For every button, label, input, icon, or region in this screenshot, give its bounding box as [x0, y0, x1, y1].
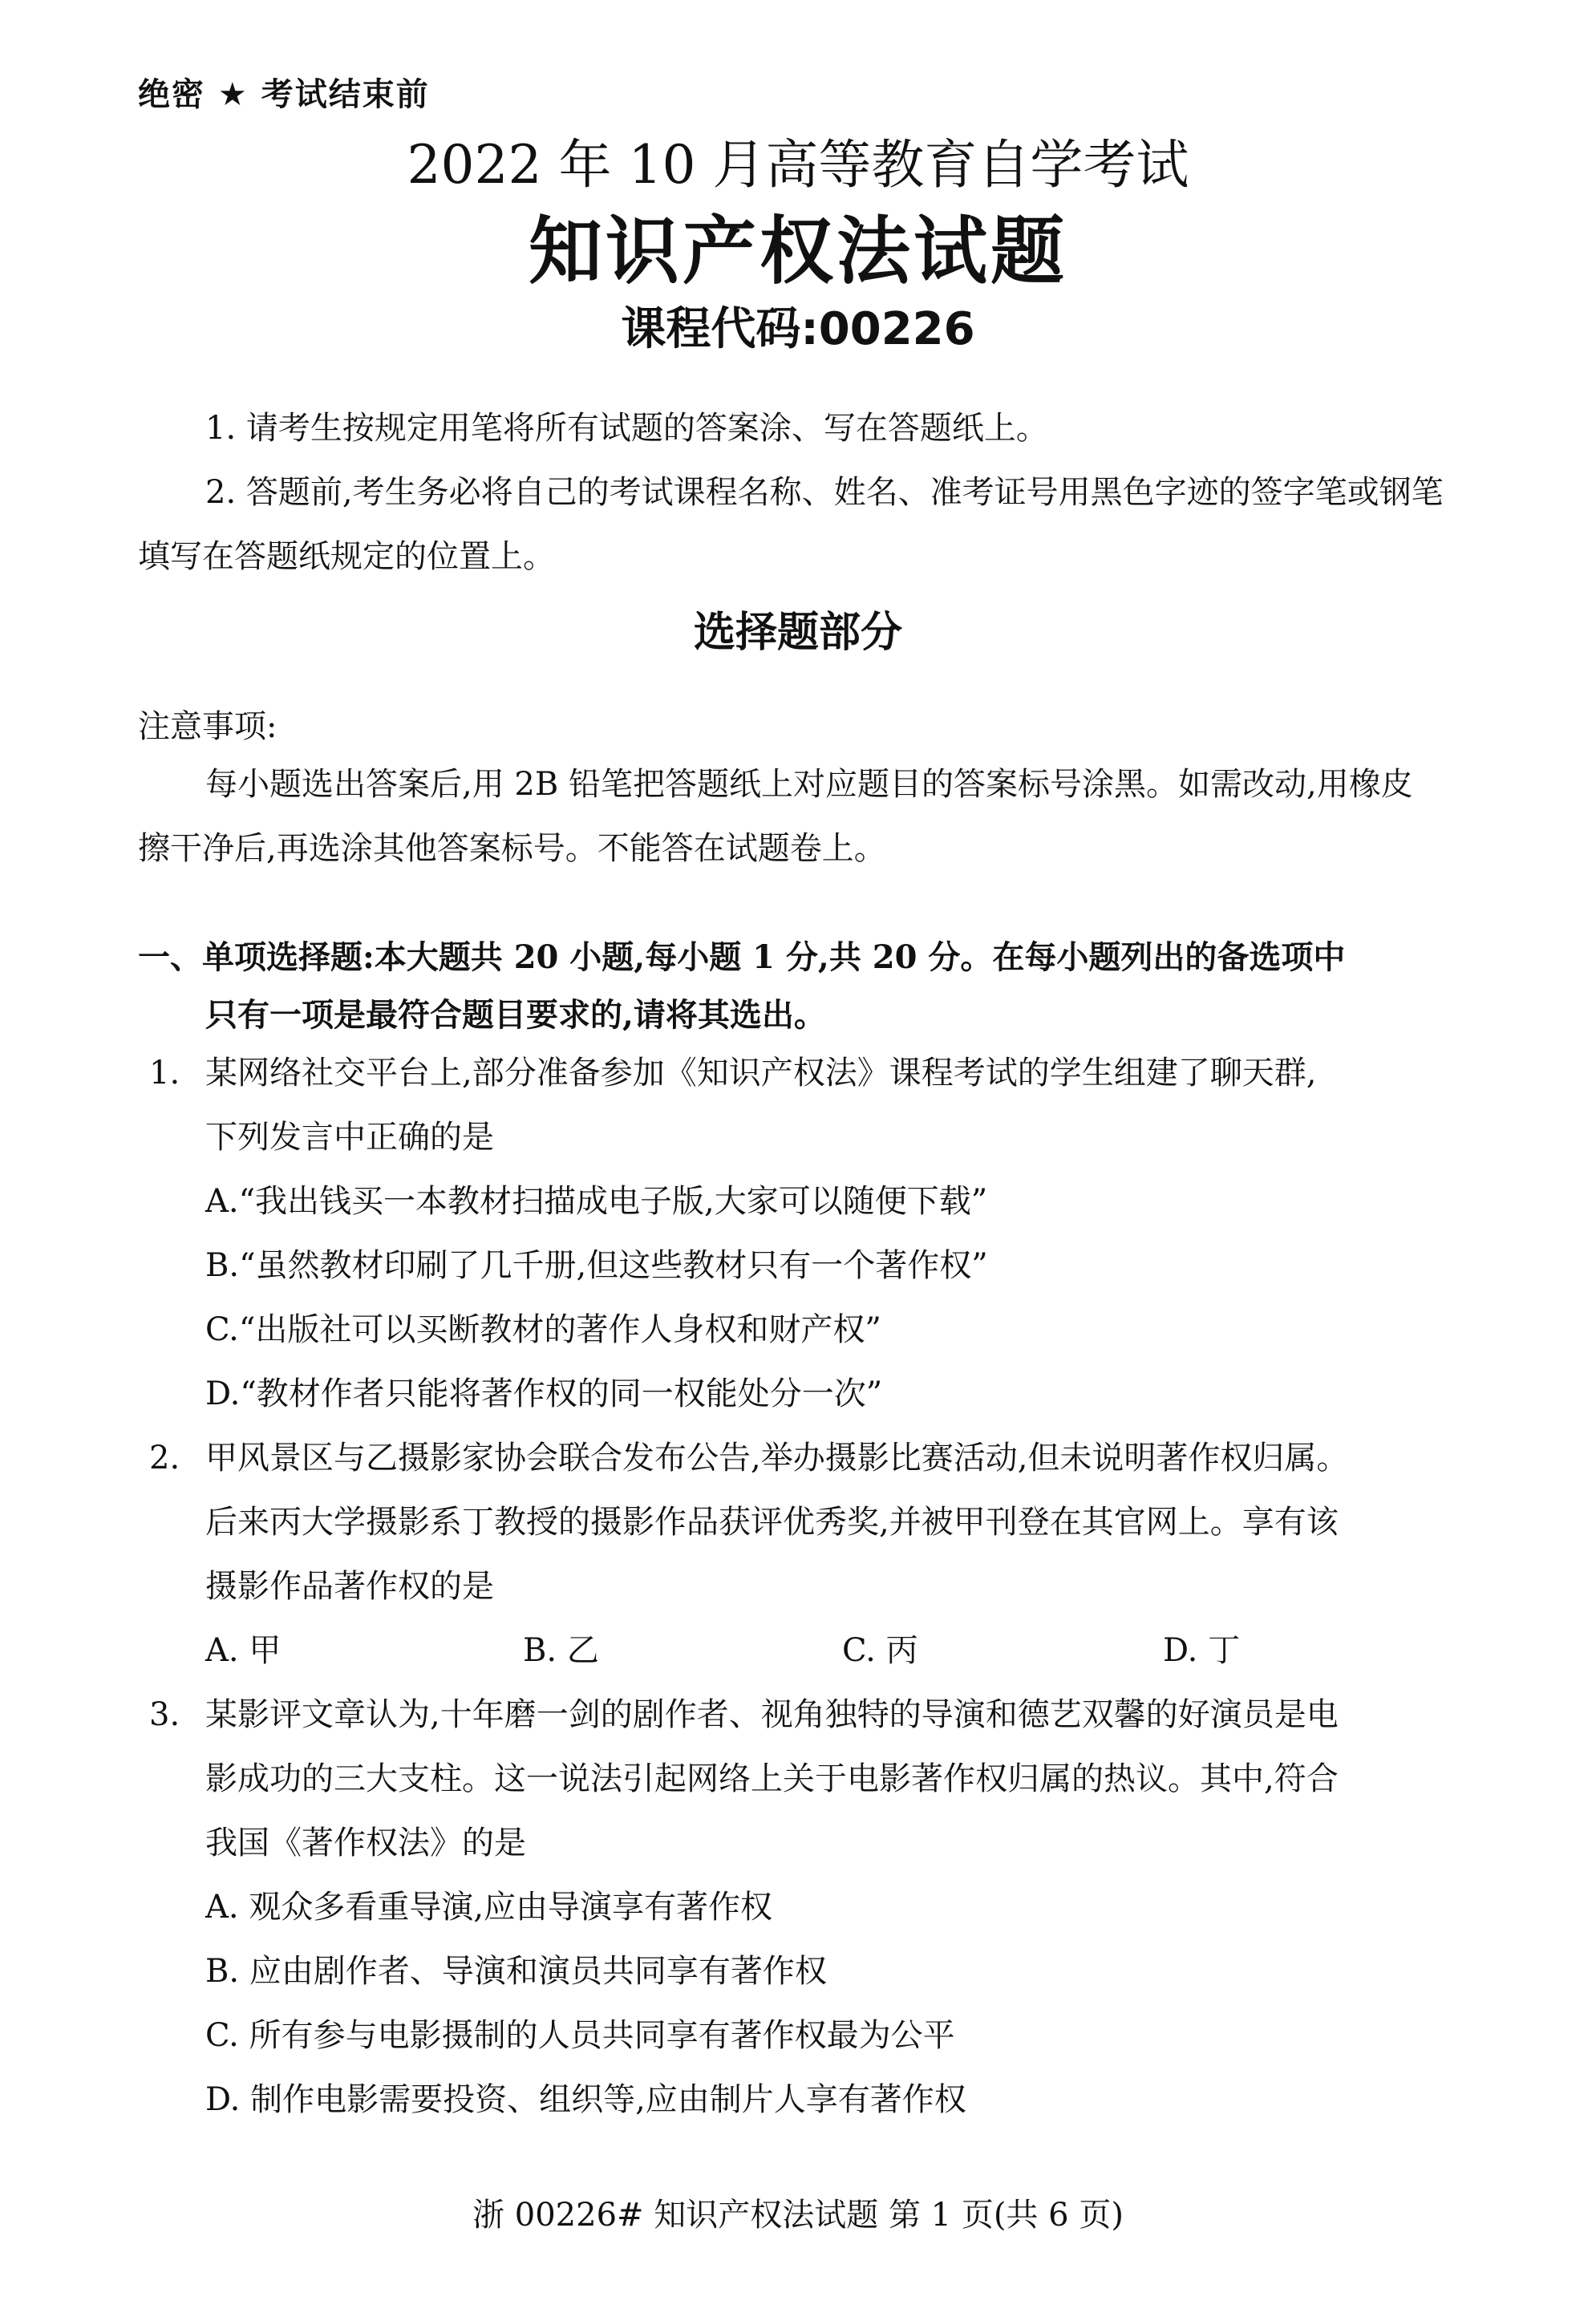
question-stem-line: 甲风景区与乙摄影家协会联合发布公告,举办摄影比赛活动,但未说明著作权归属。 [205, 1440, 1349, 1476]
question-stem-line: 影成功的三大支柱。这一说法引起网络上关于电影著作权归属的热议。其中,符合 [205, 1760, 1339, 1797]
notice-label: 注意事项: [138, 708, 277, 745]
question-stem-line: 某网络社交平台上,部分准备参加《知识产权法》课程考试的学生组建了聊天群, [205, 1055, 1317, 1092]
option-d: D. 丁 [1163, 1632, 1241, 1669]
option-d: D. 制作电影需要投资、组织等,应由制片人享有著作权 [205, 2081, 966, 2118]
question-stem-line: 我国《著作权法》的是 [205, 1825, 526, 1861]
question-stem-line: 某影评文章认为,十年磨一剑的剧作者、视角独特的导演和德艺双馨的好演员是电 [205, 1696, 1339, 1733]
notice-line-2: 擦干净后,再选涂其他答案标号。不能答在试题卷上。 [138, 830, 886, 867]
option-c: C. 所有参与电影摄制的人员共同享有著作权最为公平 [205, 2017, 955, 2054]
option-a: A. 甲 [205, 1632, 282, 1669]
option-b: B. 应由剧作者、导演和演员共同享有著作权 [205, 1953, 827, 1990]
part-one-heading: 一、单项选择题:本大题共 20 小题,每小题 1 分,共 20 分。在每小题列出的备选项中 [138, 938, 1346, 976]
question-number: 1. [149, 1055, 180, 1092]
page-footer: 浙 00226# 知识产权法试题 第 1 页(共 6 页) [472, 2197, 1124, 2234]
question-number: 3. [149, 1696, 180, 1733]
option-c: C. 丙 [842, 1632, 918, 1669]
question-stem-line: 下列发言中正确的是 [205, 1119, 494, 1156]
option-a: A. 观众多看重导演,应由导演享有著作权 [205, 1889, 773, 1926]
question-stem-line: 摄影作品著作权的是 [205, 1568, 494, 1605]
question-stem-line: 后来丙大学摄影系丁教授的摄影作品获评优秀奖,并被甲刊登在其官网上。享有该 [205, 1504, 1339, 1541]
option-c: C.“出版社可以买断教材的著作人身权和财产权” [205, 1311, 881, 1348]
secret-mark: 绝密 ★ 考试结束前 [138, 76, 430, 113]
course-code: 课程代码:00226 [621, 303, 975, 355]
option-b: B. 乙 [523, 1632, 599, 1669]
instruction-1: 1. 请考生按规定用笔将所有试题的答案涂、写在答题纸上。 [205, 410, 1048, 447]
option-d: D.“教材作者只能将著作权的同一权能处分一次” [205, 1375, 883, 1412]
notice-line-1: 每小题选出答案后,用 2B 铅笔把答题纸上对应题目的答案标号涂黑。如需改动,用橡皮 [205, 766, 1413, 803]
part-one-heading-continued: 只有一项是最符合题目要求的,请将其选出。 [205, 996, 826, 1034]
exam-title: 2022 年 10 月高等教育自学考试 [407, 134, 1189, 196]
subject-title: 知识产权法试题 [528, 209, 1067, 294]
instruction-2-continued: 填写在答题纸规定的位置上。 [138, 538, 555, 575]
question-number: 2. [149, 1440, 180, 1476]
instruction-2: 2. 答题前,考生务必将自己的考试课程名称、姓名、准考证号用黑色字迹的签字笔或钢笔 [205, 474, 1444, 511]
section-title: 选择题部分 [693, 609, 902, 657]
option-a: A.“我出钱买一本教材扫描成电子版,大家可以随便下载” [205, 1183, 988, 1220]
option-b: B.“虽然教材印刷了几千册,但这些教材只有一个著作权” [205, 1247, 988, 1284]
